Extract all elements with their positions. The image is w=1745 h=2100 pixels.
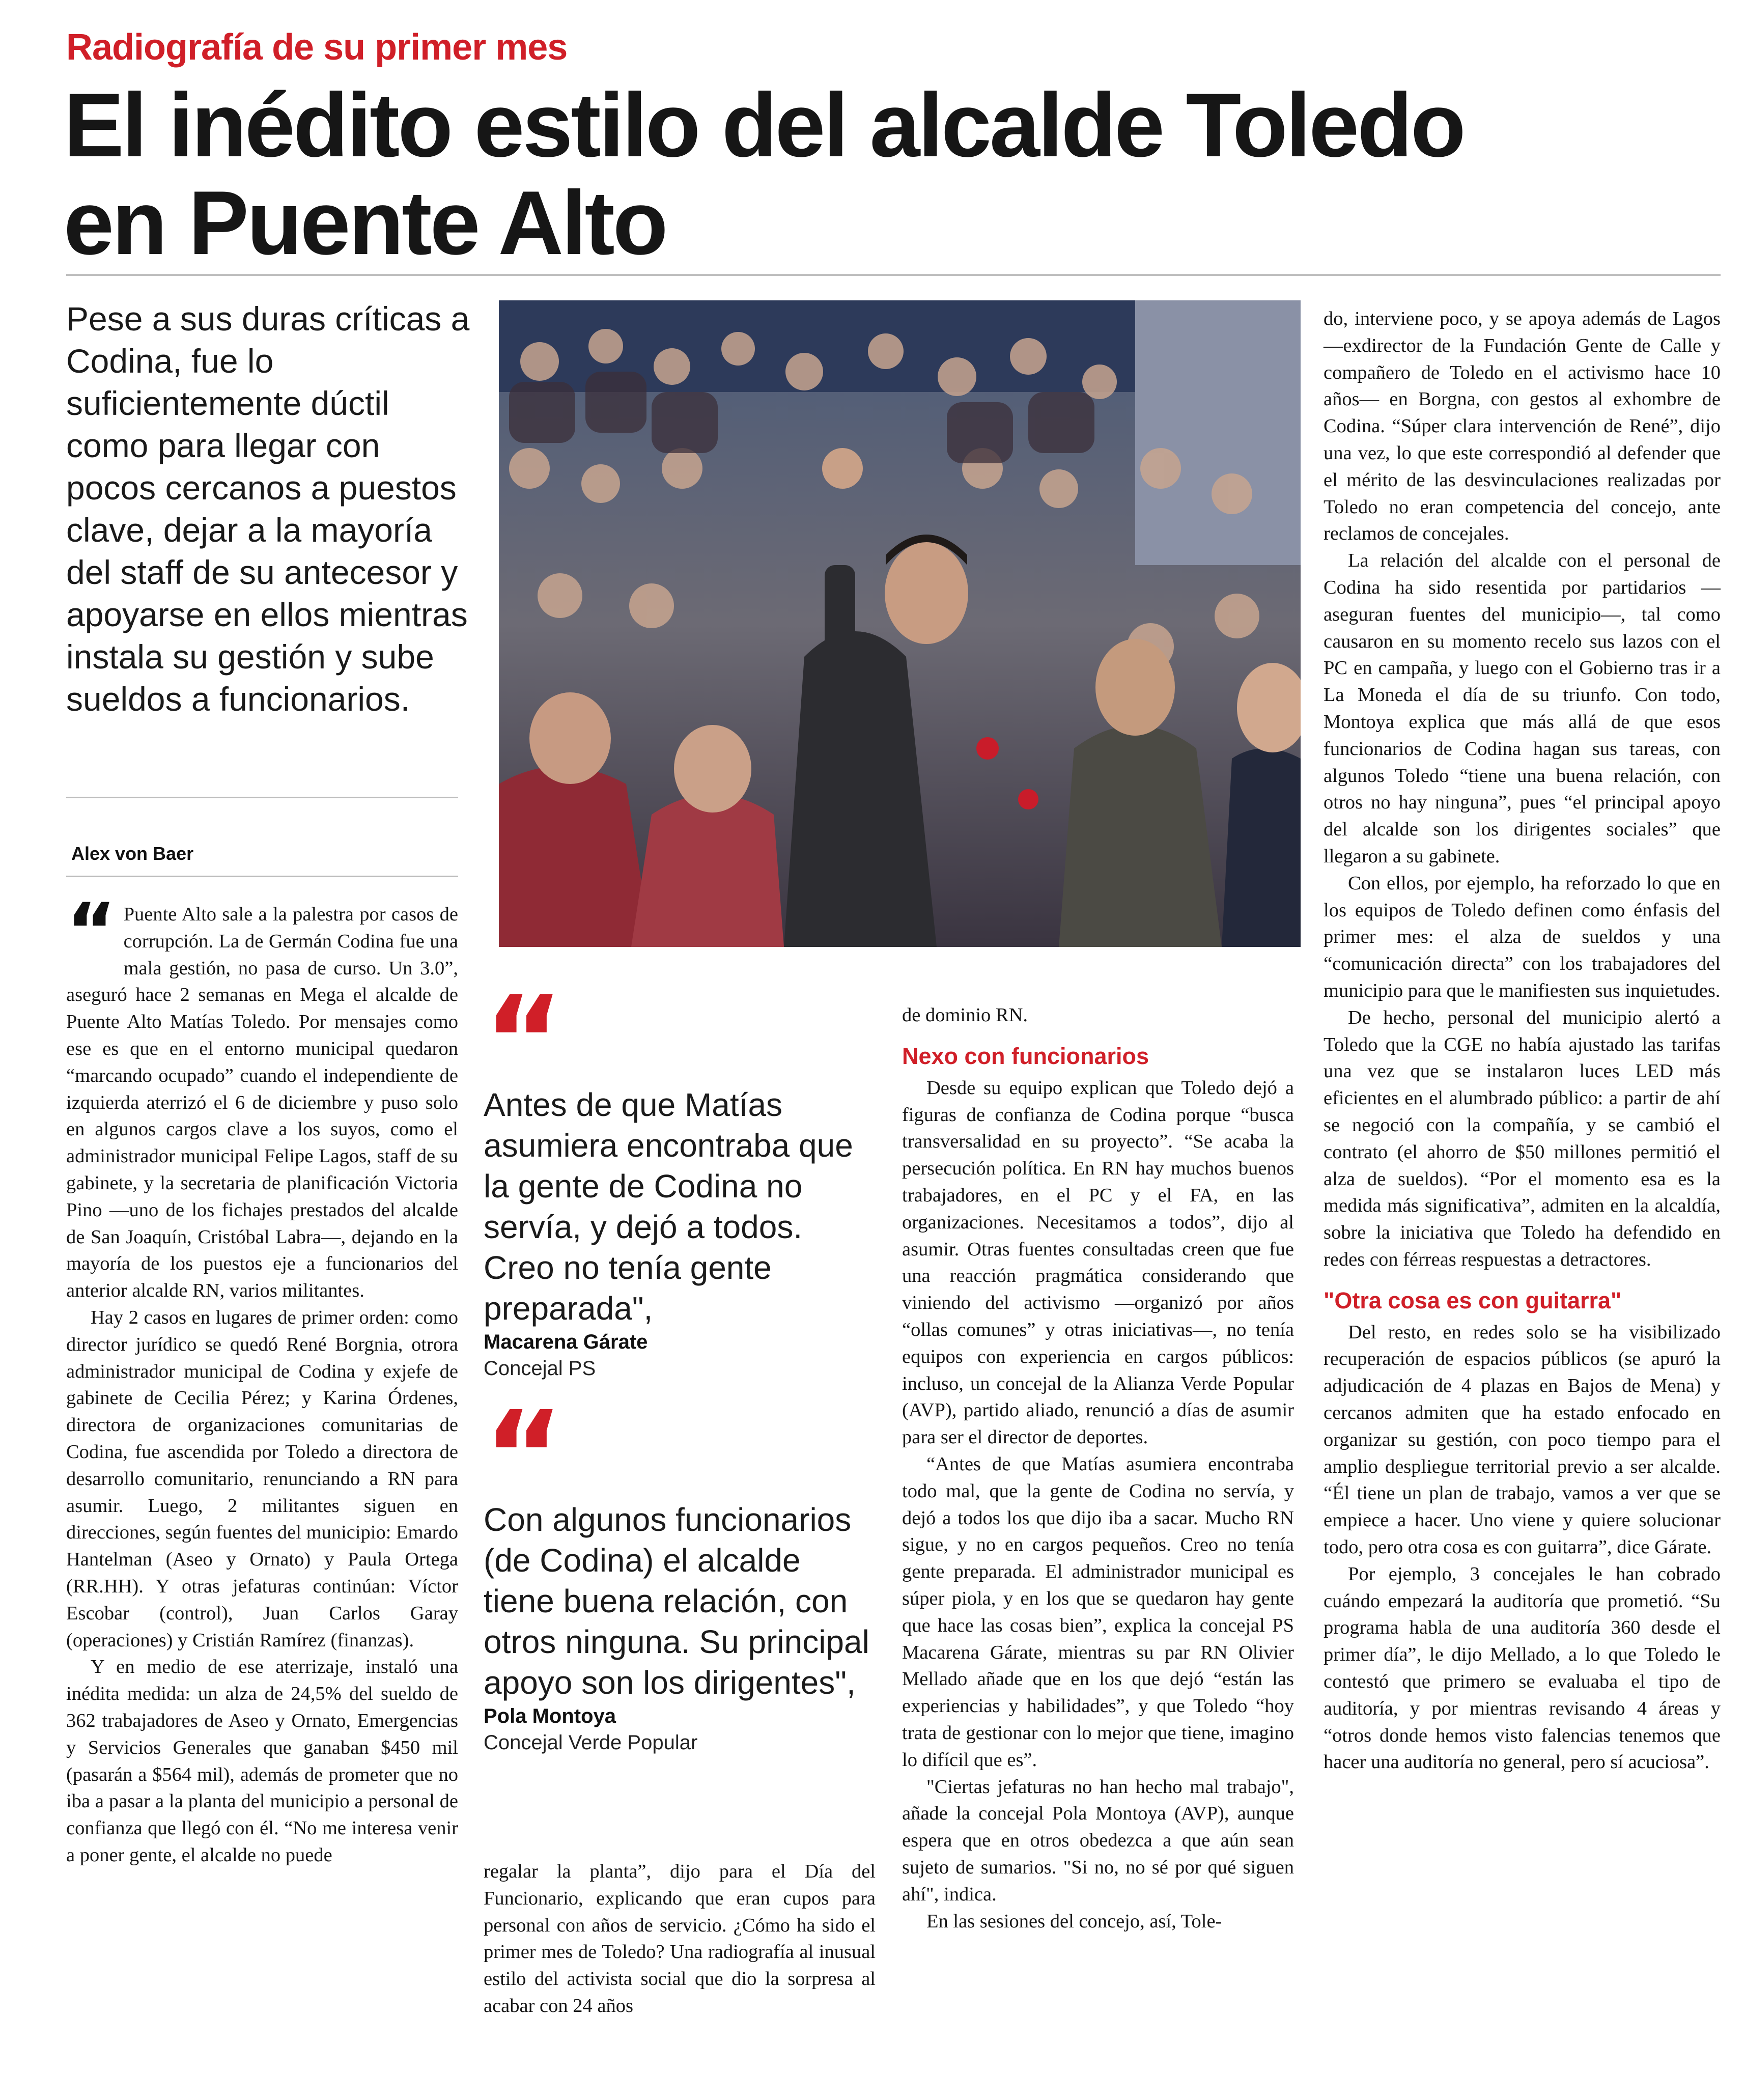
pull-quote-role: Concejal PS — [484, 1357, 596, 1380]
paragraph: "Ciertas jefaturas no han hecho mal trabajo", añade la concejal Pola Montoya (AVP), aunque espera que en otros obedezca a que aún sean sujeto de sumarios. "Si no, no sé por qué siguen ahí", indica. — [902, 1776, 1294, 1905]
subheading: "Otra cosa es con guitarra" — [1324, 1287, 1622, 1313]
paragraph: Con ellos, por ejemplo, ha reforzado lo que en los equipos de Toledo definen como énfasis del primer mes: el alza de sueldos y una “comunicación directa” con los trabajadores del municipio para que le manifiesten sus inquietudes. — [1324, 872, 1721, 1001]
paragraph-text: Puente Alto sale a la palestra por casos de corrupción. La de Germán Codina fue una mala gestión, no pasa de curso. Un 3.0”, aseguró hace 2 semanas en Mega el alcalde de Puente Alto Matías Toledo. Por mensajes como ese es que en el entorno municipal quedaron “marcando ocupado” cuando el independiente de izquierda aterrizó el 6 de diciembre y puso solo en algunos cargos clave a los suyos, como el administrador municipal Felipe Lagos, staff de su gabinete, y la secretaria de planificación Victoria Pino —uno de los fichajes prestados del alcalde de San Joaquín, Cristóbal Labra—, dejando en la mayoría de los puestos eje a funcionarios del anterior alcalde RN, varios militantes. — [66, 904, 458, 1302]
photo — [499, 300, 1301, 947]
headline-line-1: El inédito estilo del alcalde Toledo — [64, 74, 1464, 176]
paragraph: Hay 2 casos en lugares de primer orden: como director jurídico se quedó René Borgnia, otrora administrador municipal de Codina y exjefe de gabinete de Cecilia Pérez; y Karina Órdenes, directora de organizaciones comunitarias de Codina, fue ascendida por Toledo a directora de desarrollo comunitario, renunciando a RN para asumir. Luego, 2 militantes siguen en direcciones, según fuentes del municipio: Emardo Hantelman (Aseo y Ornato) y Paula Ortega (RR.HH). Y otras jefaturas continúan: Víctor Escobar (control), Juan Carlos Garay (operaciones) y Cristián Ramírez (finanzas). — [66, 1306, 458, 1651]
paragraph: regalar la planta”, dijo para el Día del Funcionario, explicando que eran cupos para personal con años de servicio. ¿Cómo ha sido el primer mes de Toledo? Una radiografía al inusual estilo del activista social que dio la sorpresa al acabar con 24 años — [484, 1861, 876, 2017]
pull-quote-text: Antes de que Matías asumiera encontraba que la gente de Codina no servía, y dejó a todos. Creo no tenía gente preparada", — [484, 1086, 853, 1327]
pull-quote-2 — [484, 1385, 870, 1756]
paragraph — [66, 887, 458, 1304]
byline: Alex von Baer — [71, 843, 194, 864]
paragraph: En las sesiones del concejo, así, Tole- — [926, 1910, 1222, 1932]
pull-quote-name: Pola Montoya — [484, 1705, 616, 1727]
paragraph: “Antes de que Matías asumiera encontraba todo mal, que la gente de Codina no servía, y dejó a todos los que dijo iba a sacar. Mucho RN sigue, y no en cargos pequeños. Creo no tenía gente preparada. El administrador municipal es súper piola, y en los que se quedaron hay gente que hace las cosas bien”, explica la concejal PS Macarena Gárate, mientras su par RN Olivier Mellado añade que en los que dejó “están las experiencias y habilidades”, y que Toledo “hoy trata de gestionar con lo mejor que tiene, imagino lo difícil que es”. — [902, 1453, 1294, 1771]
header-divider — [66, 274, 1721, 276]
column-4 — [1324, 305, 1721, 1776]
column-2 — [484, 1858, 876, 2020]
paragraph: De hecho, personal del municipio alertó a Toledo que la CGE no había ajustado las tarifas una vez que se instalaron luces LED más eficientes en el alumbrado público: a partir de ahí se negoció con la compañía, y se cambió el contrato (el ahorro de $50 millones permitió el alza de sueldos). “Por el momento esa es la medida más significativa”, admiten en la alcaldía, sobre la iniciativa que Toledo ha defendido en redes con férreas respuestas a detractores. — [1324, 1006, 1721, 1270]
kicker: Radiografía de su primer mes — [66, 27, 568, 68]
open-quote-icon: “ — [66, 887, 117, 976]
pull-quote-text: Con algunos funcionarios (de Codina) el alcalde tiene buena relación, con otros ninguna. Su principal apoyo son los dirigentes", — [484, 1501, 869, 1701]
paragraph: La relación del alcalde con el personal de Codina ha sido resentida por partidarios —aseguran fuentes del municipio—, tal como causaron en su momento recelo sus lazos con el PC en campaña, y luego con el Gobierno tras ir a La Moneda el día de su triunfo. Con todo, Montoya explica que más allá de que esos funcionarios de Codina hagan sus tareas, con algunos Toledo “tiene una buena relación, con otros no hay ninguna”, pues “el principal apoyo del alcalde son los dirigentes sociales” que llegaron a su gabinete. — [1324, 550, 1721, 867]
column-1 — [66, 887, 458, 1869]
paragraph: do, interviene poco, y se apoya además de Lagos —exdirector de la Fundación Gente de Calle y compañero de Toledo en el activismo hace 10 años— en Borgna, con gestos al exhombre de Codina. “Súper clara intervención de René”, dijo una vez, lo que este correspondió al defender que el mérito de las desvinculaciones realizadas por Toledo no eran competencia del concejo, ante reclamos de concejales. — [1324, 308, 1721, 545]
byline-divider — [66, 876, 458, 877]
quote-mark-icon: “ — [484, 1385, 564, 1527]
headline — [64, 76, 1693, 272]
paragraph: de dominio RN. — [902, 1004, 1028, 1026]
paragraph: Y en medio de ese aterrizaje, instaló una inédita medida: un alza de 24,5% del sueldo de 362 trabajadores de Aseo y Ornato, Emergencias y Servicios Generales que ganaban $450 mil (pasarán a $564 mil), además de prometer que no iba a pasar a la planta del municipio a personal de confianza que llegó con él. “No me interesa venir a poner gente, el alcalde no puede — [66, 1656, 458, 1866]
paragraph: Del resto, en redes solo se ha visibilizado recuperación de espacios públicos (se apuró la adjudicación de 4 plazas en Bajos de Mena) y cercanos admiten que ha estado enfocado en organizar su gestión, con poco tiempo para el amplio despliegue territorial previo a ser alcalde. “Él tiene un plan de trabajo, vamos a ver que se empiece a hacer. Uno viene y quiere solucionar todo, pero otra cosa es con guitarra”, dice Gárate. — [1324, 1321, 1721, 1558]
headline-line-2: en Puente Alto — [64, 172, 666, 273]
pull-quote-role: Concejal Verde Popular — [484, 1731, 698, 1754]
quote-mark-icon: “ — [484, 970, 564, 1112]
paragraph: Desde su equipo explican que Toledo dejó a figuras de confianza de Codina porque “busca transversalidad en su proyecto”. “Se acaba la persecución política. En RN hay muchos buenos trabajadores, en el PC y el FA, en las organizaciones. Necesitamos a todos”, dijo al asumir. Otras fuentes consultadas creen que fue una reacción pragmática considerando que viniendo del activismo —organizó por años “ollas comunes” y otras iniciativas—, no tenía equipos con experiencia en cargos públicos: incluso, un concejal de la Alianza Verde Popular (AVP), partido aliado, renunció a días de asumir para ser el director de deportes. — [902, 1077, 1294, 1448]
pull-quote-1 — [484, 970, 870, 1382]
lede: Pese a sus duras críticas a Codina, fue lo suficientemente dúctil como para llegar con pocos cercanos a puestos clave, dejar a la mayoría del staff de su antecesor y apoyarse en ellos mientras instala su gestión y sube sueldos a funcionarios. — [66, 300, 470, 718]
column-3 — [902, 1002, 1294, 1935]
photo-crowd-celebration — [499, 300, 1301, 947]
pull-quote-name: Macarena Gárate — [484, 1331, 648, 1353]
subheading: Nexo con funcionarios — [902, 1043, 1149, 1069]
lede-divider — [66, 797, 458, 798]
paragraph: Por ejemplo, 3 concejales le han cobrado cuándo empezará la auditoría que prometió. “Su programa habla de una auditoría 360 desde el primer día”, le dijo Mellado, a lo que Toledo le contestó que primero se evaluaba el tipo de auditoría, y por mientras revisando 4 áreas y “otros donde hemos visto falencias tenemos que hacer una auditoría no general, pero sí acuciosa”. — [1324, 1563, 1721, 1773]
